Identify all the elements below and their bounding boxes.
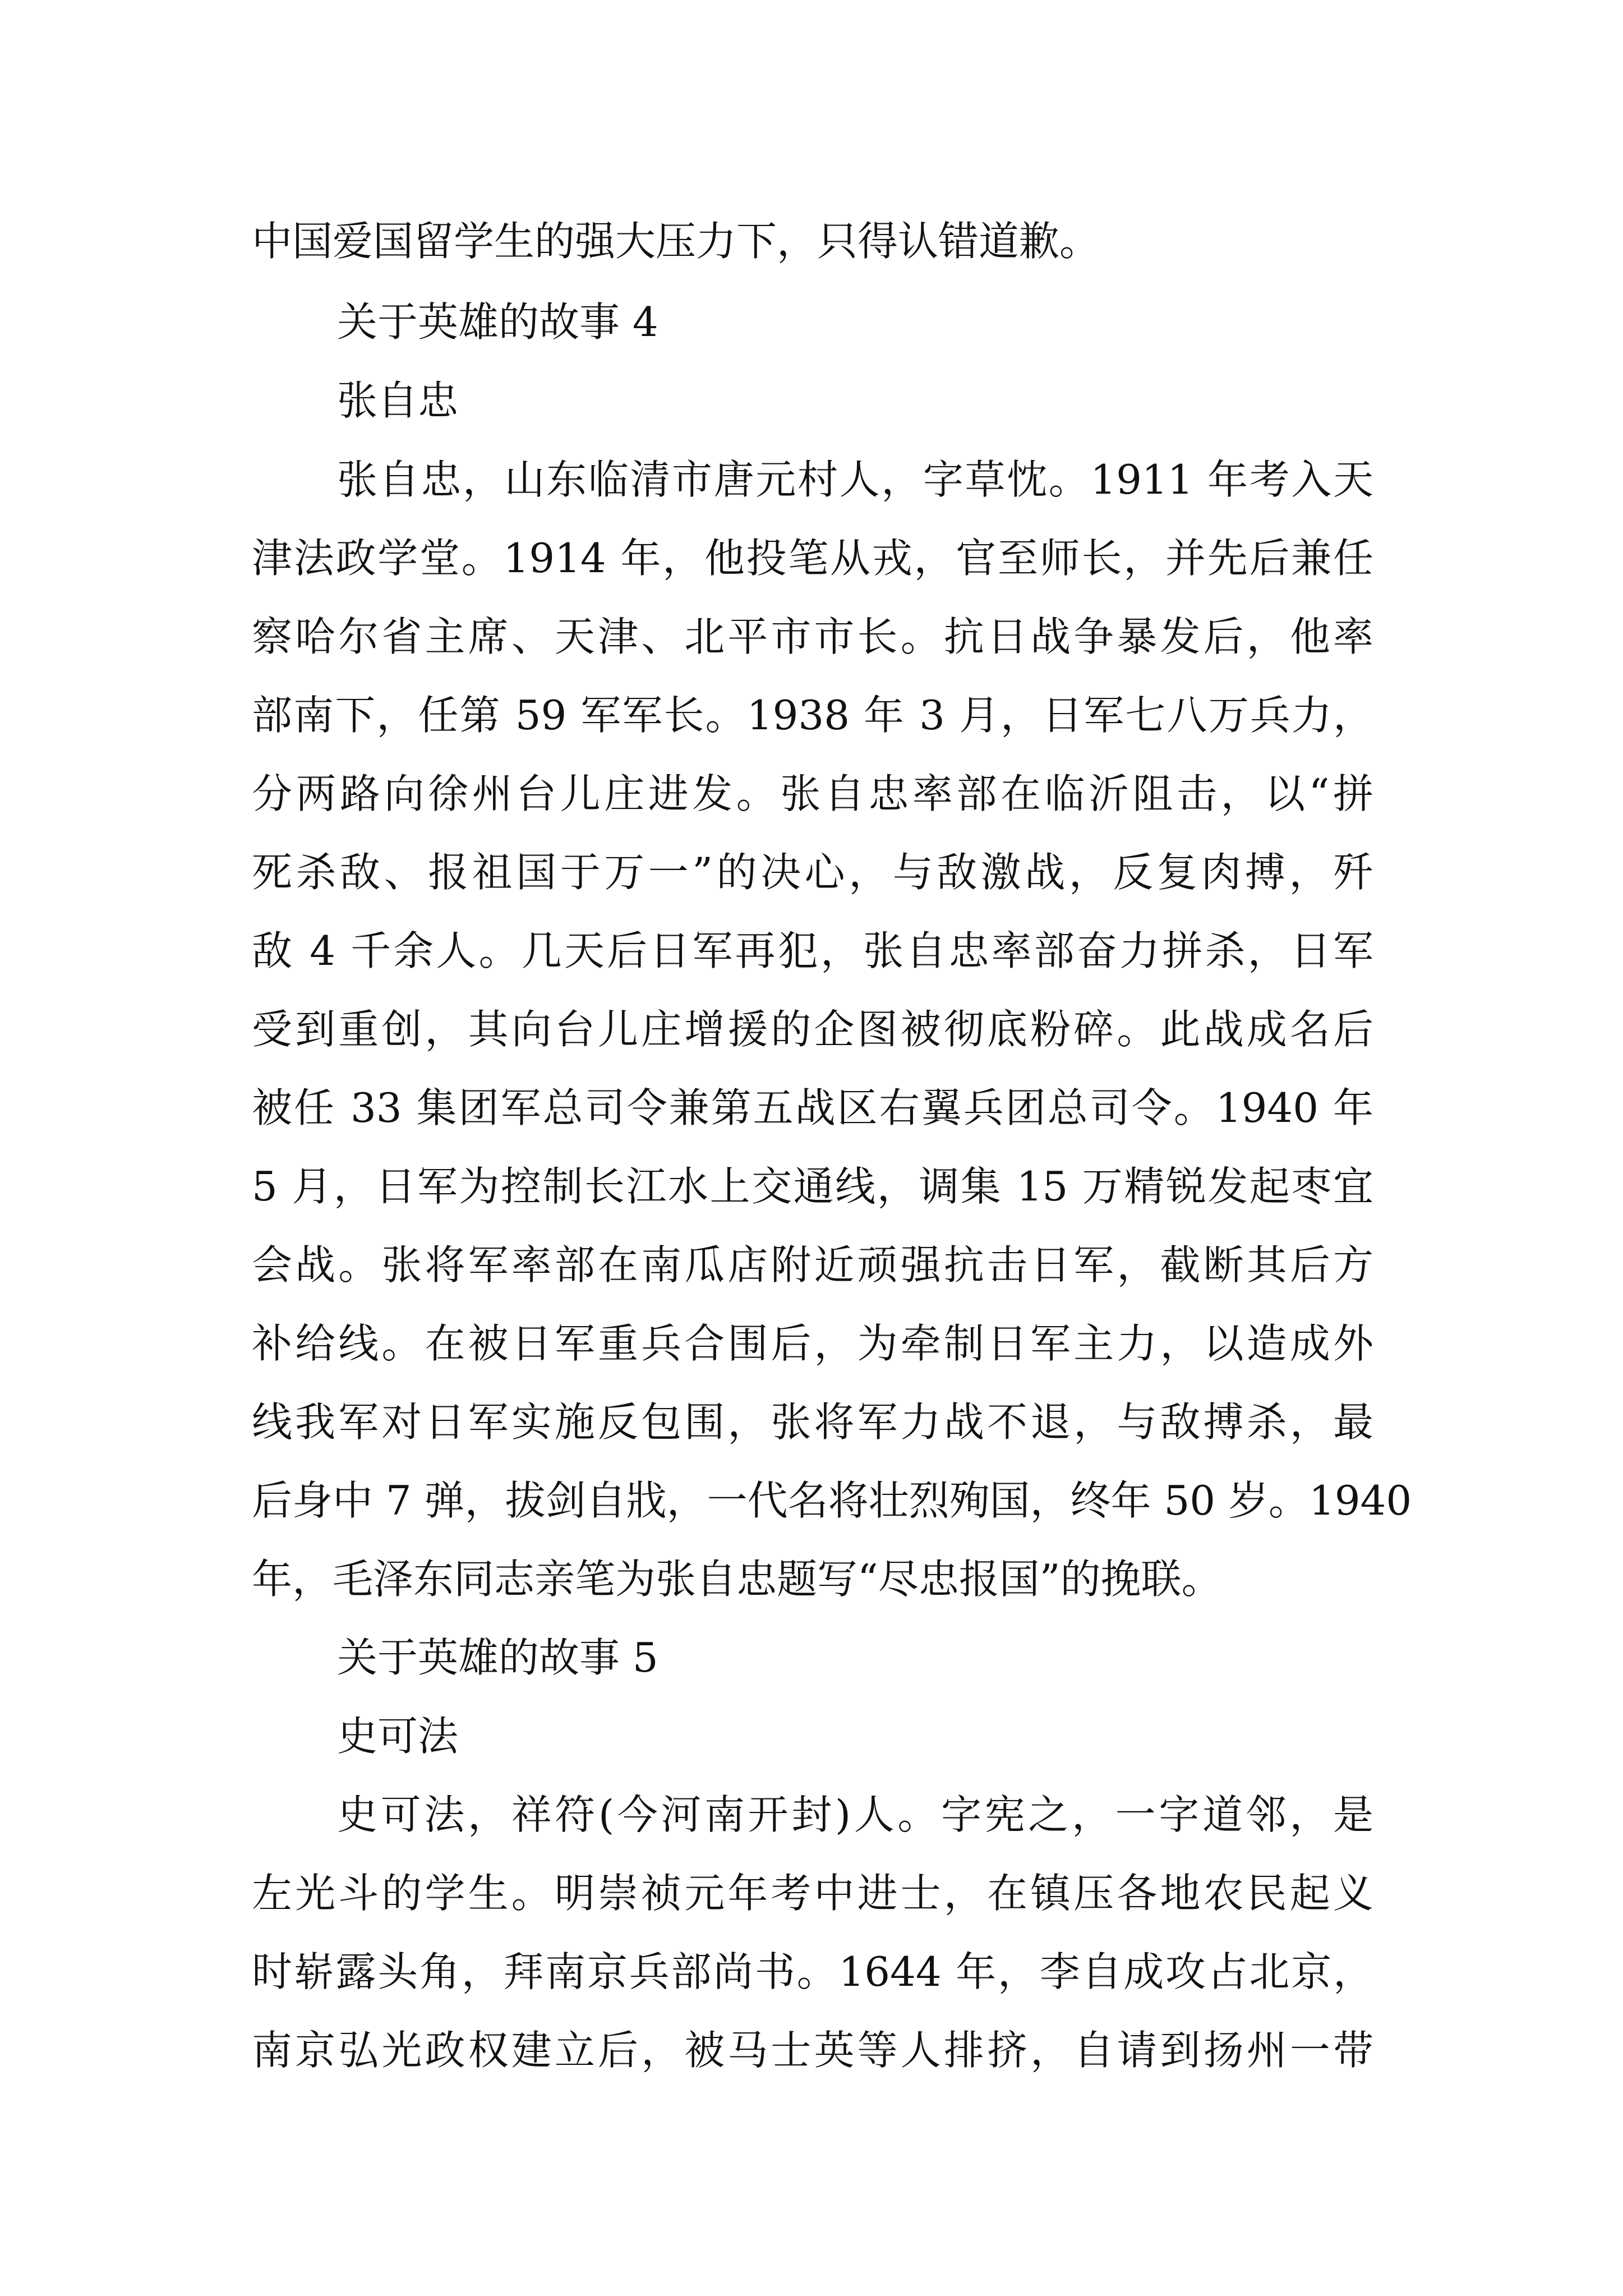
paragraph-line: 线我军对日军实施反包围，张将军力战不退，与敌搏杀，最 xyxy=(252,1398,1373,1446)
paragraph-line: 补给线。在被日军重兵合围后，为牵制日军主力，以造成外 xyxy=(252,1320,1373,1367)
hero-name-heading: 史可法 xyxy=(337,1713,459,1760)
hero-name-heading: 张自忠 xyxy=(337,377,459,424)
paragraph-line: 察哈尔省主席、天津、北平市市长。抗日战争暴发后，他率 xyxy=(252,613,1373,660)
paragraph-line: 部南下，任第 59 军军长。1938 年 3 月，日军七八万兵力， xyxy=(252,692,1373,739)
paragraph-line: 死杀敌、报祖国于万一”的决心，与敌激战，反复肉搏，歼 xyxy=(252,849,1373,896)
paragraph-line: 被任 33 集团军总司令兼第五战区右翼兵团总司令。1940 年 xyxy=(252,1084,1373,1131)
paragraph-line: 5 月，日军为控制长江水上交通线，调集 15 万精锐发起枣宜 xyxy=(252,1163,1373,1210)
paragraph-line: 中国爱国留学生的强大压力下，只得认错道歉。 xyxy=(252,218,1100,265)
section-heading: 关于英雄的故事 5 xyxy=(337,1634,658,1681)
paragraph-line: 受到重创，其向台儿庄增援的企图被彻底粉碎。此战成名后 xyxy=(252,1006,1373,1053)
paragraph-line: 张自忠，山东临清市唐元村人，字草忱。1911 年考入天 xyxy=(337,456,1373,503)
paragraph-line: 史可法，祥符(今河南开封)人。字宪之，一字道邻，是 xyxy=(337,1791,1373,1838)
paragraph-line: 时崭露头角，拜南京兵部尚书。1644 年，李自成攻占北京， xyxy=(252,1948,1373,1995)
paragraph-line: 津法政学堂。1914 年，他投笔从戎，官至师长，并先后兼任 xyxy=(252,535,1373,582)
paragraph-line: 年，毛泽东同志亲笔为张自忠题写“尽忠报国”的挽联。 xyxy=(252,1556,1222,1603)
paragraph-line: 左光斗的学生。明崇祯元年考中进士，在镇压各地农民起义 xyxy=(252,1870,1373,1917)
paragraph-line: 分两路向徐州台儿庄进发。张自忠率部在临沂阻击，以“拼 xyxy=(252,770,1373,817)
section-heading: 关于英雄的故事 4 xyxy=(337,298,658,346)
paragraph-line: 敌 4 千余人。几天后日军再犯，张自忠率部奋力拼杀，日军 xyxy=(252,927,1373,974)
paragraph-line: 会战。张将军率部在南瓜店附近顽强抗击日军，截断其后方 xyxy=(252,1241,1373,1289)
paragraph-line: 后身中 7 弹，拔剑自戕，一代名将壮烈殉国，终年 50 岁。1940 xyxy=(252,1477,1412,1524)
paragraph-line: 南京弘光政权建立后，被马士英等人排挤，自请到扬州一带 xyxy=(252,2027,1373,2074)
